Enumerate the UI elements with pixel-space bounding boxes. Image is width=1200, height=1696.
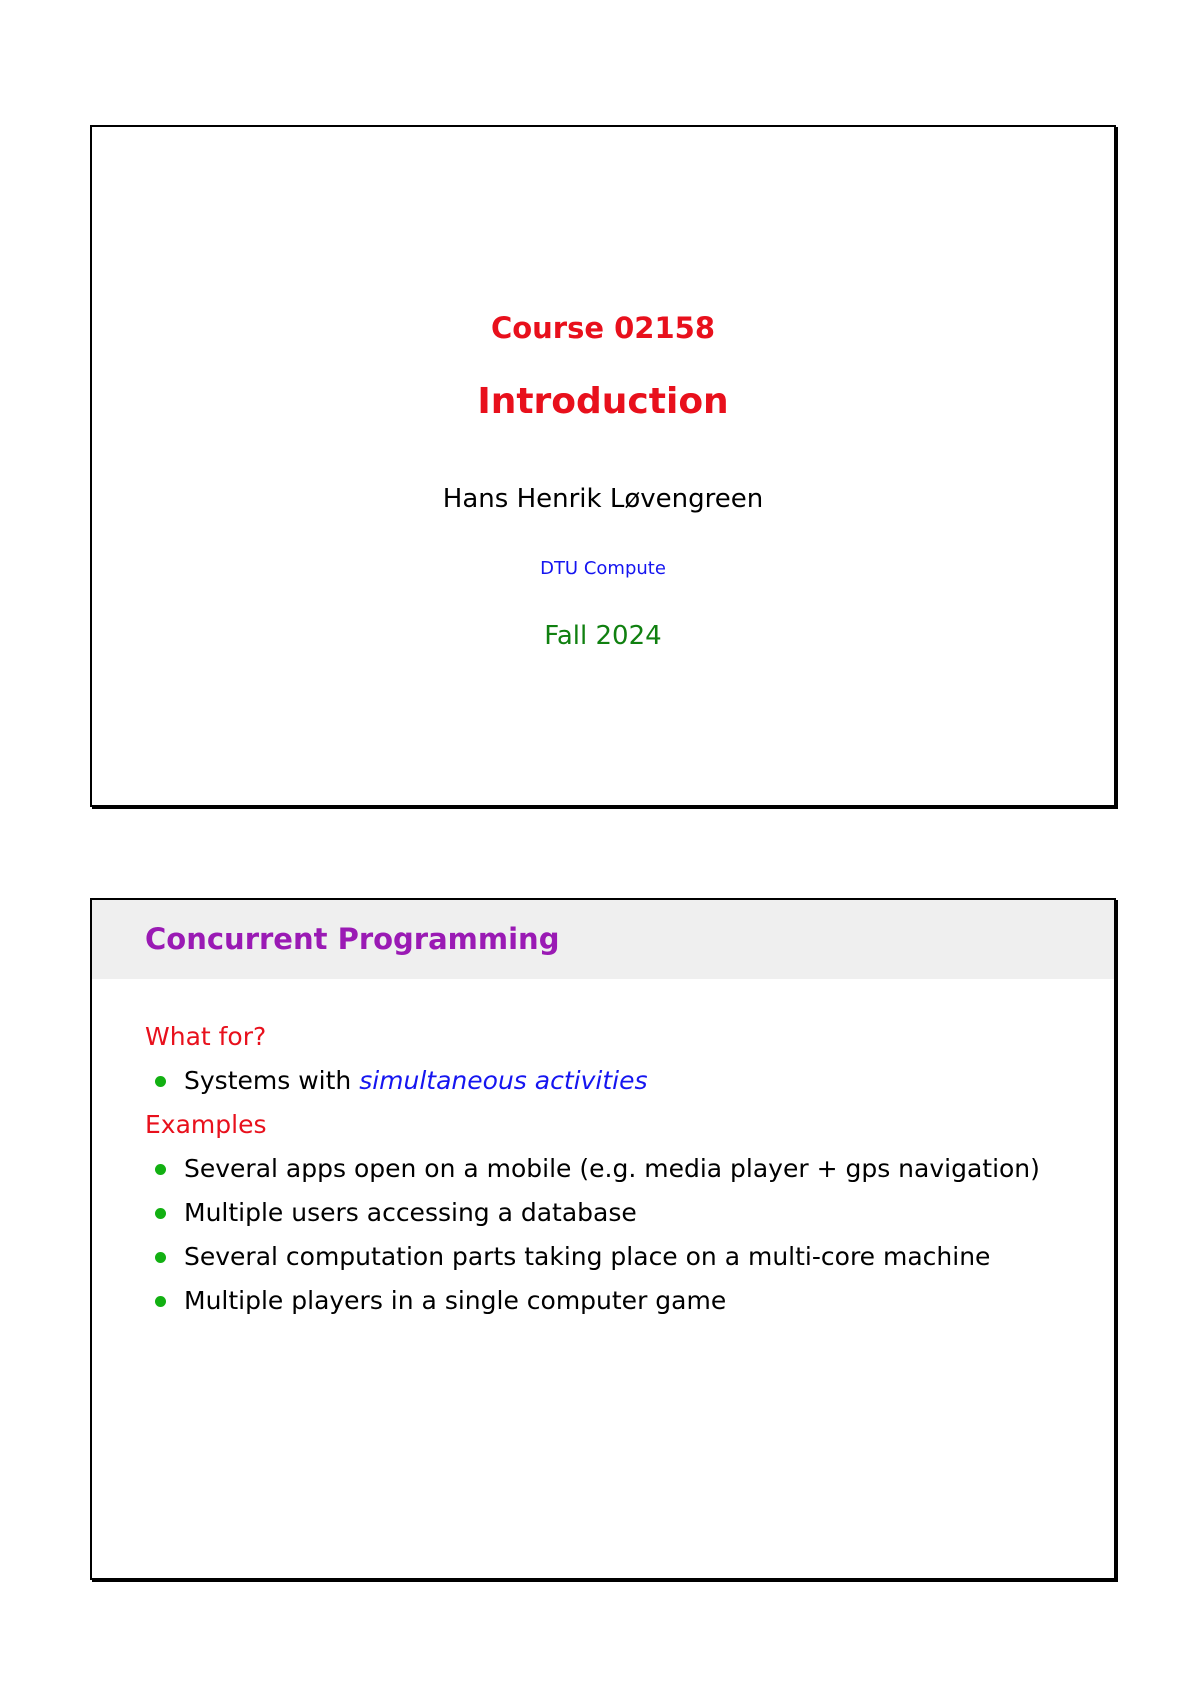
- bullet-icon: [155, 1076, 166, 1087]
- slide-content: [145, 1015, 1084, 1323]
- bullet-icon: [155, 1252, 166, 1263]
- list-item-text: Multiple players in a single computer game: [184, 1286, 727, 1315]
- content-slide: [90, 898, 1116, 1580]
- bullet-icon: [155, 1296, 166, 1307]
- course-number: Course 02158: [490, 311, 716, 345]
- author-name: Hans Henrik Løvengreen: [442, 484, 764, 514]
- list-item: [145, 1235, 1084, 1279]
- slide-header: [92, 900, 1114, 979]
- slide-heading: Concurrent Programming: [145, 922, 560, 956]
- list-item: [145, 1059, 1084, 1103]
- department: DTU Compute: [540, 558, 666, 579]
- emphasis-text: simultaneous activities: [359, 1066, 648, 1095]
- bullet-icon: [155, 1208, 166, 1219]
- section-label-what-for: What for?: [145, 1022, 267, 1051]
- title-slide: [90, 125, 1116, 807]
- list-item: [145, 1147, 1084, 1191]
- bullet-list-what-for: [145, 1059, 1084, 1103]
- slide-title: Introduction: [477, 381, 729, 422]
- list-item: [145, 1279, 1084, 1323]
- list-item-text: Multiple users accessing a database: [184, 1198, 637, 1227]
- list-item-text: Several apps open on a mobile (e.g. media player + gps navigation): [184, 1154, 1040, 1183]
- section-label-examples: Examples: [145, 1110, 267, 1139]
- term: Fall 2024: [544, 621, 662, 651]
- list-item: [145, 1191, 1084, 1235]
- list-item-text: Several computation parts taking place on a multi-core machine: [184, 1242, 991, 1271]
- list-item-text: Systems with: [184, 1066, 360, 1095]
- bullet-icon: [155, 1164, 166, 1175]
- bullet-list-examples: [145, 1147, 1084, 1323]
